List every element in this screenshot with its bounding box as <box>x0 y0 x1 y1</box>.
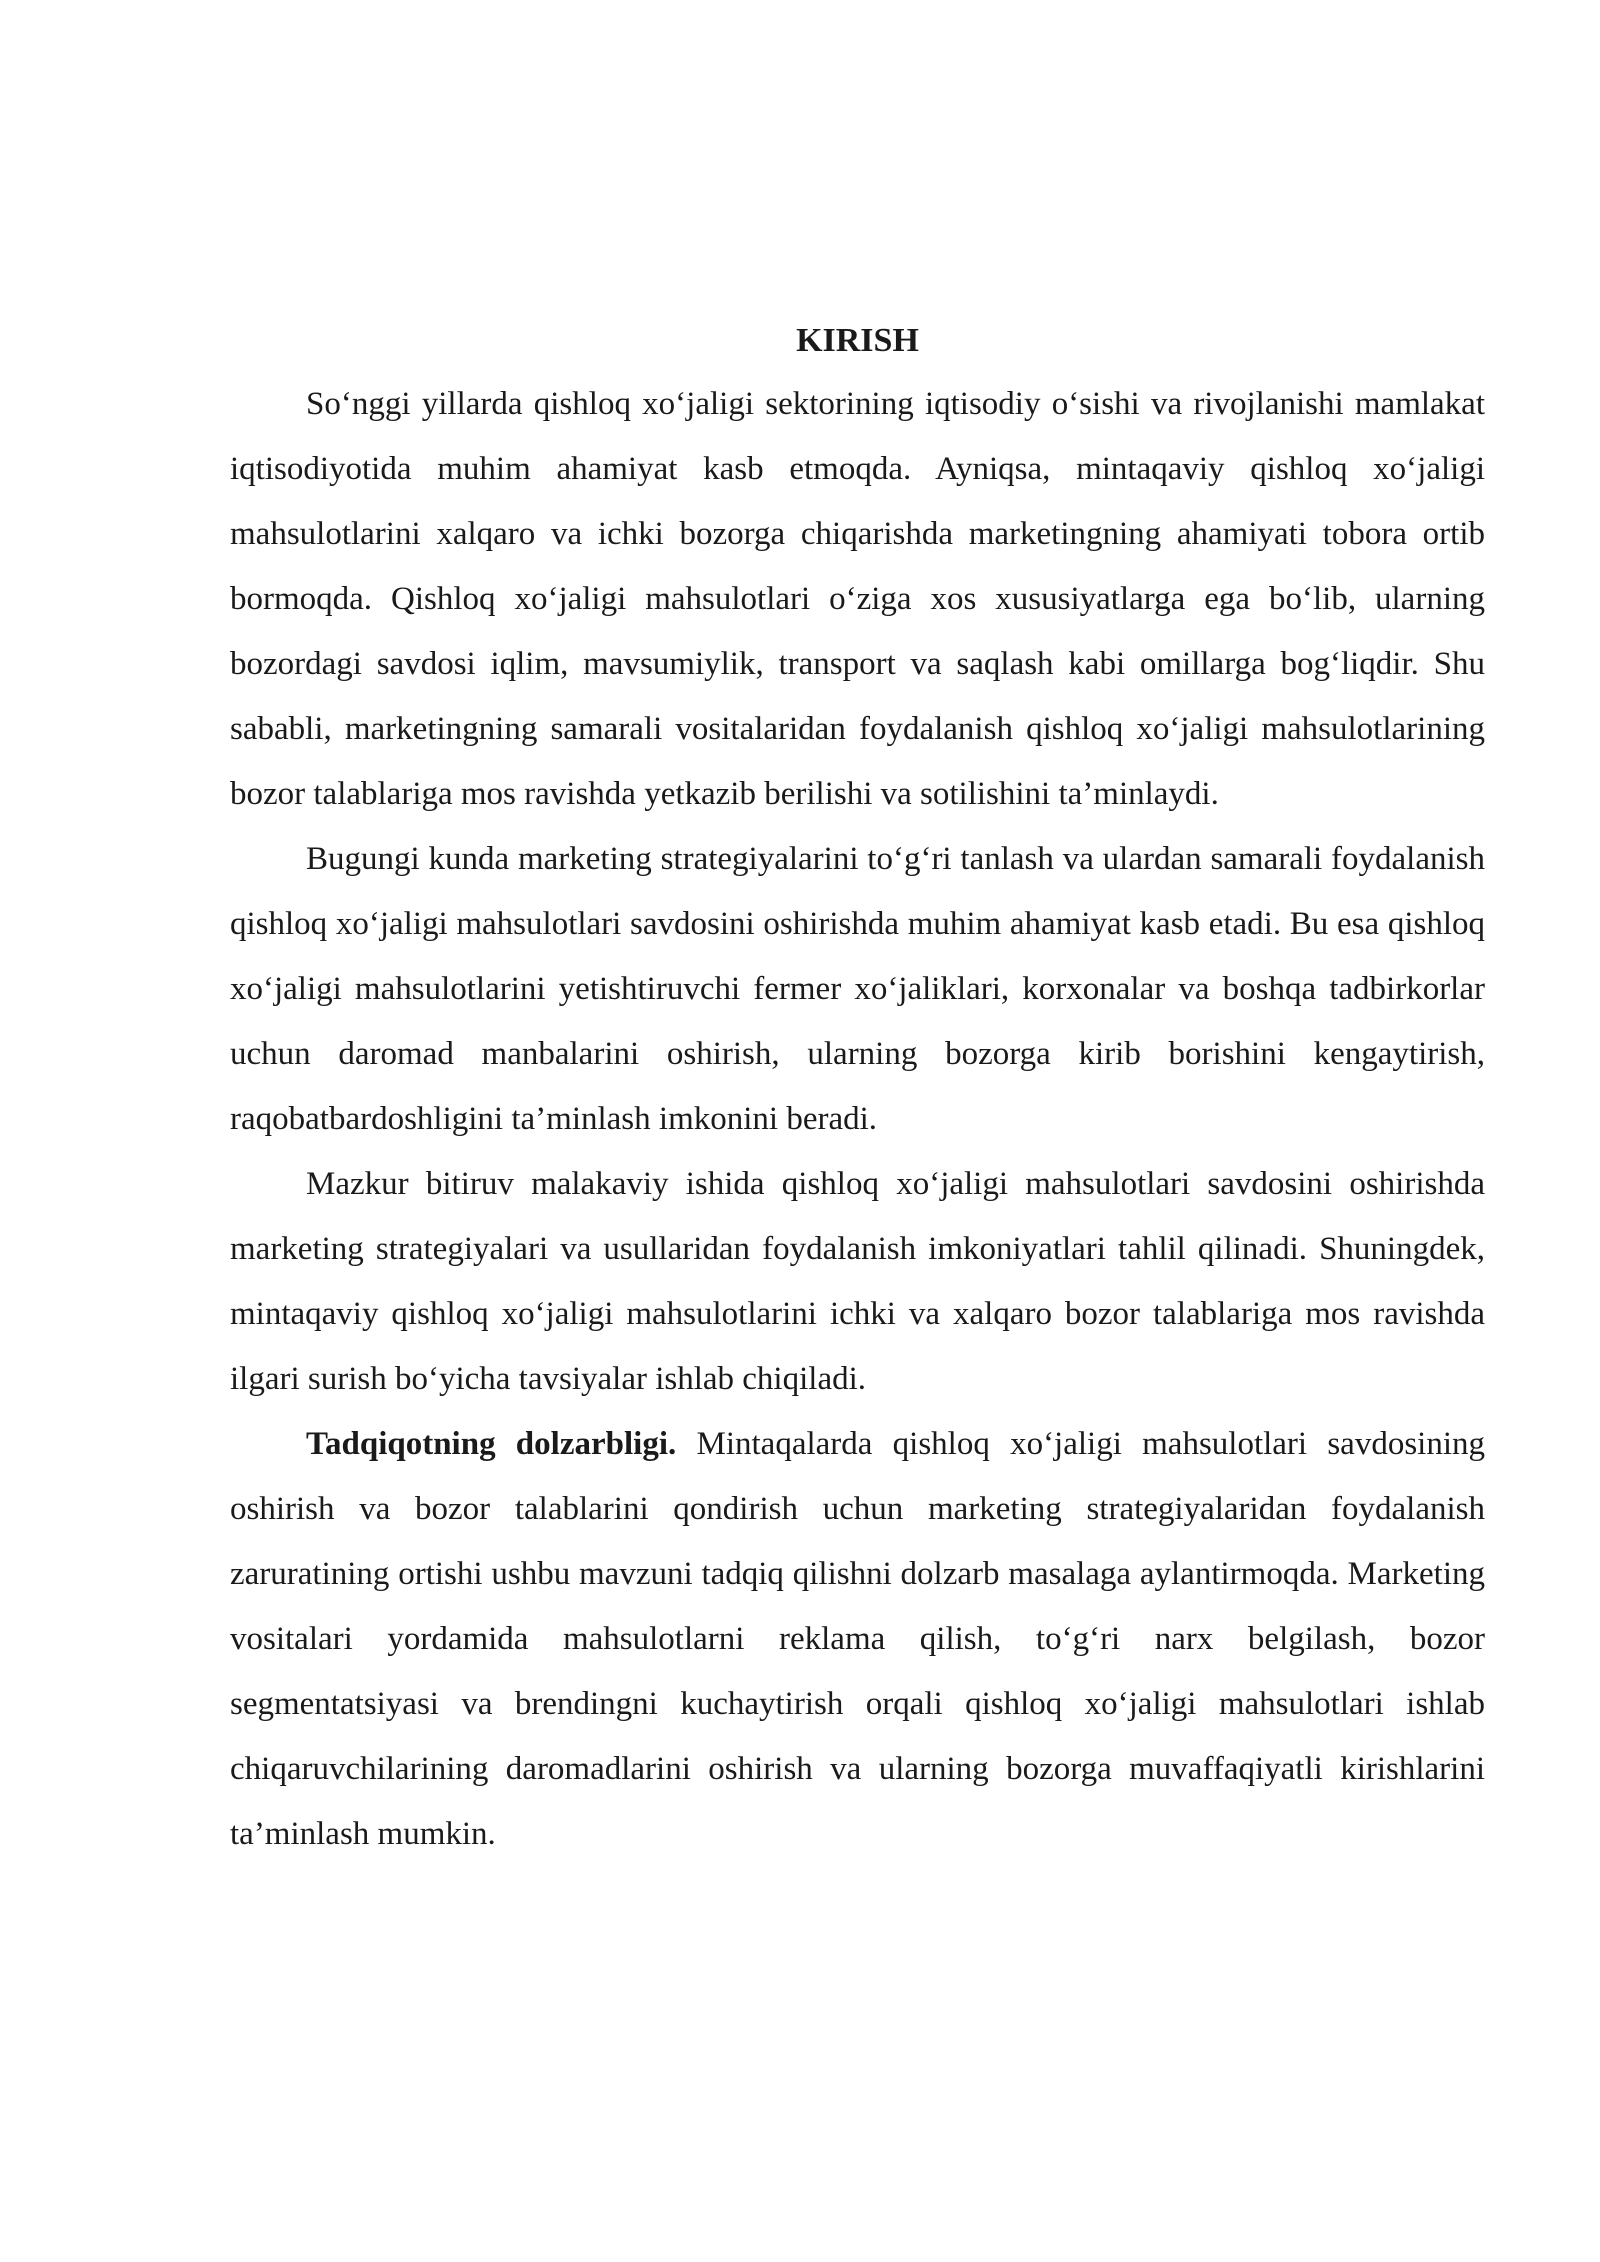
paragraph-4 <box>230 1412 1485 1867</box>
document-body <box>230 310 1485 1867</box>
paragraph-3-text: Mazkur bitiruv malakaviy ishida qishloq xo‘jaligi mahsulotlari savdosini oshirishda marketing strategiyalari va usullaridan foydalanish imkoniyatlari tahlil qilinadi. Shuningdek, mintaqaviy qishloq xo‘jaligi mahsulotlarini ichki va xalqaro bozor talablariga mos ravishda ilgari surish bo‘yicha tavsiyalar ishlab chiqiladi. <box>230 1166 1485 1397</box>
paragraph-1-text: So‘nggi yillarda qishloq xo‘jaligi sektorining iqtisodiy o‘sishi va rivojlanishi mamlakat iqtisodiyotida muhim ahamiyat kasb etmoqda. Ayniqsa, mintaqaviy qishloq xo‘jaligi mahsulotlarini xalqaro va ichki bozorga chiqarishda marketingning ahamiyati tobora ortib bormoqda. Qishloq xo‘jaligi mahsulotlari o‘ziga xos xususiyatlarga ega bo‘lib, ularning bozordagi savdosi iqlim, mavsumiylik, transport va saqlash kabi omillarga bog‘liqdir. Shu sababli, marketingning samarali vositalaridan foydalanish qishloq xo‘jaligi mahsulotlarining bozor talablariga mos ravishda yetkazib berilishi va sotilishini ta’minlaydi. <box>230 386 1485 812</box>
paragraph-4-text: Mintaqalarda qishloq xo‘jaligi mahsulotlari savdosining oshirish va bozor talablarini qondirish uchun marketing strategiyalaridan foydalanish zaruratining ortishi ushbu mavzuni tadqiq qilishni dolzarb masalaga aylantirmoqda. Marketing vositalari yordamida mahsulotlarni reklama qilish, to‘g‘ri narx belgilash, bozor segmentatsiyasi va brendingni kuchaytirish orqali qishloq xo‘jaligi mahsulotlari ishlab chiqaruvchilarining daromadlarini oshirish va ularning bozorga muvaffaqiyatli kirishlarini ta’minlash mumkin. <box>230 1426 1485 1852</box>
paragraph-2 <box>230 827 1485 1152</box>
paragraph-1 <box>230 372 1485 827</box>
paragraph-2-text: Bugungi kunda marketing strategiyalarini to‘g‘ri tanlash va ulardan samarali foydalanish qishloq xo‘jaligi mahsulotlari savdosini oshirishda muhim ahamiyat kasb etadi. Bu esa qishloq xo‘jaligi mahsulotlarini yetishtiruvchi fermer xo‘jaliklari, korxonalar va boshqa tadbirkorlar uchun daromad manbalarini oshirish, ularning bozorga kirib borishini kengaytirish, raqobatbardoshligini ta’minlash imkonini beradi. <box>230 841 1485 1137</box>
paragraph-3 <box>230 1152 1485 1412</box>
paragraph-4-lead: Tadqiqotning dolzarbligi. <box>306 1426 677 1462</box>
page-title: KIRISH <box>796 322 919 359</box>
